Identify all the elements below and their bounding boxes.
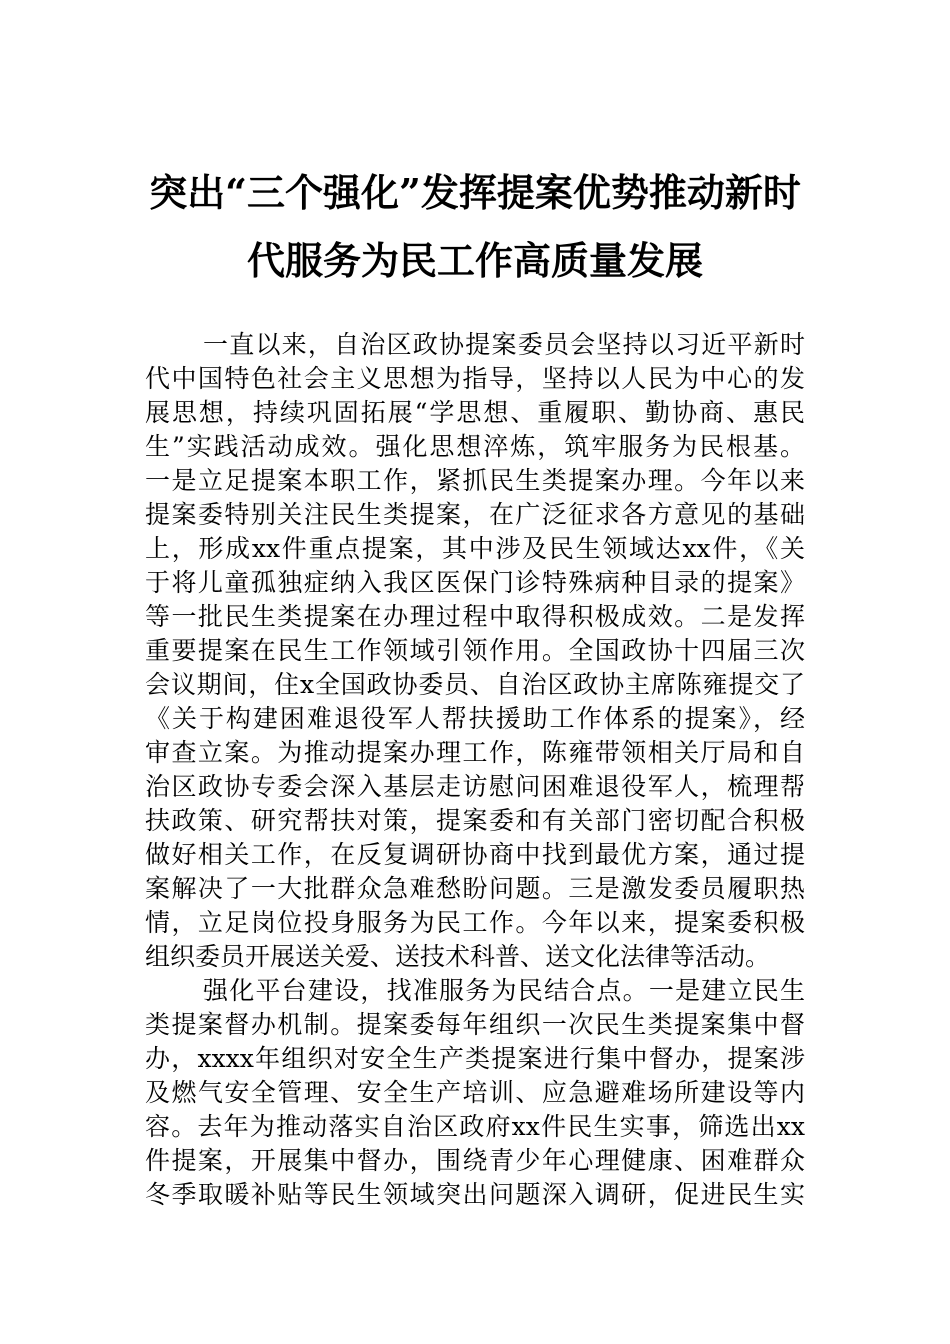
text-line: 一直以来，自治区政协提案委员会坚持以习近平新时 <box>203 330 805 359</box>
text-line: 案解决了一大批群众急难愁盼问题。三是激发委员履职热 <box>145 874 805 903</box>
text-line: 组织委员开展送关爱、送技术科普、送文化法律等活动。 <box>145 942 771 971</box>
text-line: 及燃气安全管理、安全生产培训、应急避难场所建设等内 <box>145 1078 805 1107</box>
text-line: 代中国特色社会主义思想为指导，坚持以人民为中心的发 <box>145 364 805 393</box>
text-line: 等一批民生类提案在办理过程中取得积极成效。二是发挥 <box>145 602 805 631</box>
text-line: 重要提案在民生工作领域引领作用。全国政协十四届三次 <box>145 636 805 665</box>
paragraph-1 <box>145 328 805 974</box>
document-title-line-1: 突出“三个强化”发挥提案优势推动新时 <box>149 170 801 215</box>
text-line: 审查立案。为推动提案办理工作，陈雍带领相关厅局和自 <box>145 738 805 767</box>
text-line: 做好相关工作，在反复调研协商中找到最优方案，通过提 <box>145 840 805 869</box>
text-line: 办，xxxx年组织对安全生产类提案进行集中督办，提案涉 <box>145 1044 805 1073</box>
text-line: 会议期间，住x全国政协委员、自治区政协主席陈雍提交了 <box>145 670 805 699</box>
text-line: 冬季取暖补贴等民生领域突出问题深入调研，促进民生实 <box>145 1180 805 1209</box>
document-title-line-2: 代服务为民工作高质量发展 <box>246 238 703 283</box>
text-line: 一是立足提案本职工作，紧抓民生类提案办理。今年以来 <box>145 466 805 495</box>
text-line: 强化平台建设，找准服务为民结合点。一是建立民生 <box>203 976 805 1005</box>
paragraph-2 <box>145 974 805 1212</box>
text-line: 类提案督办机制。提案委每年组织一次民生类提案集中督 <box>145 1010 805 1039</box>
text-line: 情，立足岗位投身服务为民工作。今年以来，提案委积极 <box>145 908 805 937</box>
text-line: 生”实践活动成效。强化思想淬炼，筑牢服务为民根基。 <box>145 432 805 461</box>
text-line: 容。去年为推动落实自治区政府xx件民生实事，筛选出xx <box>145 1112 805 1141</box>
text-line: 于将儿童孤独症纳入我区医保门诊特殊病种目录的提案》 <box>145 568 805 597</box>
text-line: 治区政协专委会深入基层走访慰问困难退役军人，梳理帮 <box>145 772 805 801</box>
text-line: 上，形成xx件重点提案，其中涉及民生领域达xx件，《关 <box>145 534 805 563</box>
text-line: 扶政策、研究帮扶对策，提案委和有关部门密切配合积极 <box>145 806 805 835</box>
text-line: 展思想，持续巩固拓展“学思想、重履职、勤协商、惠民 <box>145 398 805 427</box>
text-line: 《关于构建困难退役军人帮扶援助工作体系的提案》，经 <box>145 704 805 733</box>
text-line: 件提案，开展集中督办，围绕青少年心理健康、困难群众 <box>145 1146 805 1175</box>
text-line: 提案委特别关注民生类提案，在广泛征求各方意见的基础 <box>145 500 805 529</box>
document-body <box>145 328 805 1212</box>
